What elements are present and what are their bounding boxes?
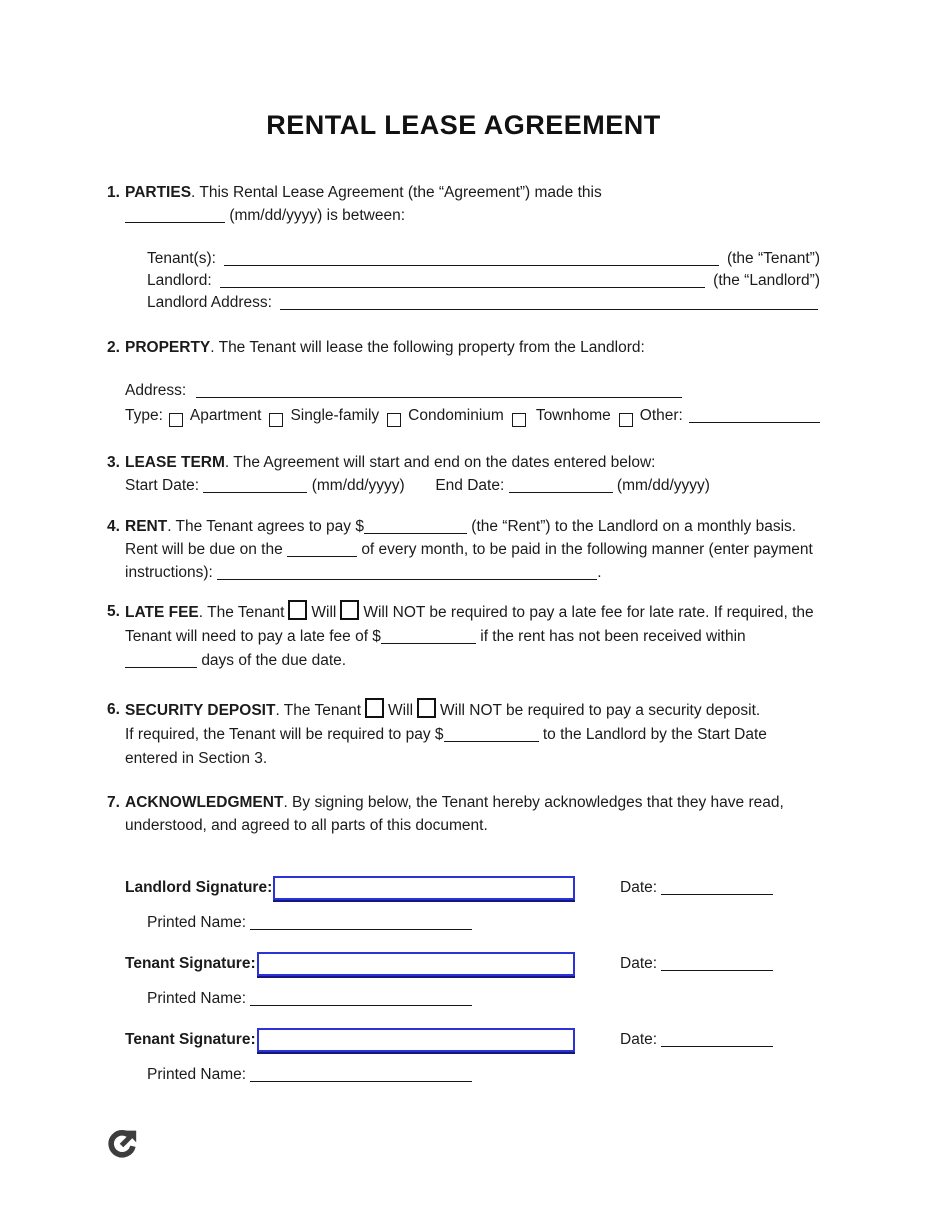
- date-label: Date:: [620, 1031, 658, 1048]
- start-date-format: (mm/dd/yyyy): [311, 477, 405, 494]
- landlord-signature-row: [125, 875, 820, 901]
- property-address-row: [125, 379, 820, 402]
- section-text: Will NOT be required to pay a security deposit.: [440, 702, 761, 719]
- section-text: .: [597, 564, 602, 581]
- section-text: days of the due date.: [201, 652, 347, 669]
- date-group: [620, 1031, 775, 1049]
- section-property: [107, 336, 820, 427]
- printed-name-label: Printed Name:: [147, 1066, 247, 1083]
- section-number: 1.: [107, 184, 120, 201]
- section-text: . By signing below, the Tenant hereby acknowledges that they have read, understood, and agreed to all parts of this document.: [125, 794, 784, 834]
- section-text: . This Rental Lease Agreement (the “Agreement”) made this: [191, 184, 602, 201]
- circular-arrow-logo-icon: [107, 1126, 141, 1160]
- section-rent: [107, 515, 820, 584]
- section-text: of every month, to be paid in the following manner (enter payment instructions):: [125, 541, 813, 581]
- checkbox-deposit-will[interactable]: [365, 698, 384, 718]
- property-type-label: Type:: [125, 407, 163, 424]
- rent-amount-line: [364, 531, 467, 534]
- section-number: 7.: [107, 794, 120, 811]
- type-option-label: Single-family: [290, 407, 380, 424]
- checkbox-other[interactable]: [619, 413, 633, 427]
- printed-name-line: [250, 1003, 472, 1006]
- checkbox-single-family[interactable]: [269, 413, 283, 427]
- lease-dates-row: [125, 474, 820, 497]
- printed-name-line: [250, 1079, 472, 1082]
- section-text: . The Tenant will lease the following property from the Landlord:: [210, 339, 645, 356]
- tenant-signature-field-2[interactable]: [257, 1028, 575, 1052]
- section-text: (mm/dd/yyyy) is between:: [229, 207, 406, 224]
- printed-name-label: Printed Name:: [147, 990, 247, 1007]
- section-late-fee: [107, 600, 820, 673]
- date-label: Date:: [620, 879, 658, 896]
- section-text: Will NOT be required to pay a late fee for late rate. If required, the Tenant will need to pay a late fee of $: [125, 604, 814, 645]
- tenant-signature-label: Tenant Signature:: [125, 955, 256, 972]
- section-text: . The Tenant: [275, 702, 362, 719]
- document-title: RENTAL LEASE AGREEMENT: [266, 110, 661, 140]
- section-heading: RENT: [125, 518, 168, 535]
- landlord-row: [147, 270, 820, 292]
- printed-name-row: [147, 1063, 820, 1086]
- date-group: [620, 955, 775, 973]
- section-text: If required, the Tenant will be required to pay $: [125, 726, 444, 743]
- date-group: [620, 879, 775, 897]
- printed-name-line: [250, 927, 472, 930]
- section-heading: PROPERTY: [125, 339, 211, 356]
- checkbox-deposit-will-not[interactable]: [417, 698, 436, 718]
- property-address-label: Address:: [125, 382, 187, 399]
- date-label: Date:: [620, 955, 658, 972]
- tenant-label: Tenant(s):: [147, 250, 216, 267]
- printed-name-label: Printed Name:: [147, 914, 247, 931]
- other-type-line: [689, 422, 820, 423]
- start-date-label: Start Date:: [125, 477, 200, 494]
- signature-date-line: [661, 968, 773, 971]
- section-number: 4.: [107, 518, 120, 535]
- type-option-label: Condominium: [408, 407, 504, 424]
- checkbox-late-fee-will-not[interactable]: [340, 600, 359, 620]
- tenant-row: [147, 248, 820, 270]
- section-number: 5.: [107, 603, 120, 620]
- will-label: Will: [388, 702, 414, 719]
- printed-name-row: [147, 987, 820, 1010]
- section-heading: LEASE TERM: [125, 454, 225, 471]
- type-option-label: Townhome: [535, 407, 611, 424]
- section-text: . The Tenant agrees to pay $: [167, 518, 364, 535]
- end-date-format: (mm/dd/yyyy): [616, 477, 710, 494]
- tenant-signature-label: Tenant Signature:: [125, 1031, 256, 1048]
- agreement-date-line: [125, 220, 225, 223]
- landlord-address-line: [280, 309, 818, 310]
- end-date-line: [509, 490, 613, 493]
- tenant-signature-row-2: [125, 1027, 820, 1053]
- signature-area: [107, 875, 820, 1086]
- start-date-line: [203, 490, 307, 493]
- section-lease-term: [107, 451, 820, 497]
- payment-instructions-line: [217, 577, 597, 580]
- section-parties: [107, 181, 820, 314]
- late-fee-amount-line: [381, 641, 476, 644]
- section-heading: PARTIES: [125, 184, 192, 201]
- parties-fields: [147, 248, 820, 314]
- landlord-signature-label: Landlord Signature:: [125, 879, 273, 896]
- type-option-label: Apartment: [189, 407, 262, 424]
- section-heading: ACKNOWLEDGMENT: [125, 794, 284, 811]
- section-acknowledgment: [107, 791, 820, 837]
- section-text: . The Agreement will start and end on the dates entered below:: [224, 454, 656, 471]
- section-heading: LATE FEE: [125, 604, 199, 621]
- tenant-names-line: [224, 265, 719, 266]
- section-number: 6.: [107, 701, 120, 718]
- checkbox-condominium[interactable]: [387, 413, 401, 427]
- section-text: to the Landlord by the Start Date entered in Section 3.: [125, 726, 767, 767]
- deposit-amount-line: [444, 739, 539, 742]
- checkbox-townhome[interactable]: [512, 413, 526, 427]
- landlord-address-label: Landlord Address:: [147, 294, 272, 311]
- section-heading: SECURITY DEPOSIT: [125, 702, 276, 719]
- landlord-address-row: [147, 292, 820, 314]
- rent-due-day-line: [287, 554, 357, 557]
- section-number: 3.: [107, 454, 120, 471]
- tenant-suffix: (the “Tenant”): [726, 250, 820, 267]
- landlord-label: Landlord:: [147, 272, 212, 289]
- tenant-signature-row-1: [125, 951, 820, 977]
- will-label: Will: [311, 604, 337, 621]
- signature-date-line: [661, 1044, 773, 1047]
- landlord-signature-field[interactable]: [273, 876, 575, 900]
- printed-name-row: [147, 911, 820, 934]
- section-text: . The Tenant: [198, 604, 285, 621]
- checkbox-late-fee-will[interactable]: [288, 600, 307, 620]
- property-type-row: [125, 404, 820, 427]
- section-text: if the rent has not been received within: [480, 628, 746, 645]
- late-fee-days-line: [125, 665, 197, 668]
- landlord-name-line: [220, 287, 706, 288]
- section-text: (the “Rent”) to the Landlord on a monthly basis. Rent will be due on the: [125, 518, 797, 558]
- section-security-deposit: [107, 698, 820, 771]
- checkbox-apartment[interactable]: [169, 413, 183, 427]
- other-type-label: Other:: [639, 407, 683, 424]
- signature-date-line: [661, 892, 773, 895]
- section-number: 2.: [107, 339, 120, 356]
- landlord-suffix: (the “Landlord”): [713, 272, 820, 289]
- property-address-line: [196, 395, 682, 398]
- end-date-label: End Date:: [435, 477, 505, 494]
- tenant-signature-field-1[interactable]: [257, 952, 575, 976]
